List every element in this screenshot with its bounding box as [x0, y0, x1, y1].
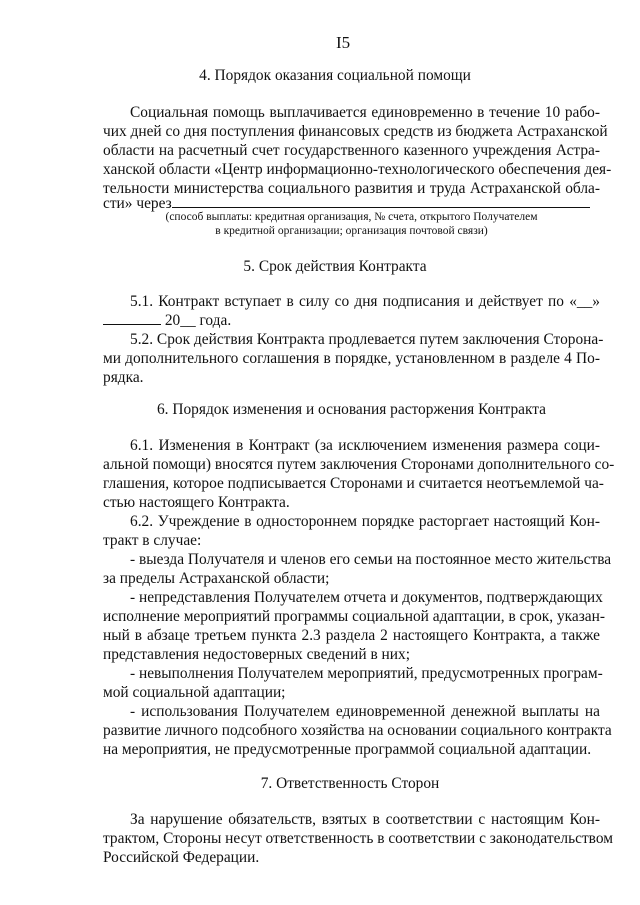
- s6-line: альной помощи) вносятся путем заключения Сторонами дополнительного со-: [103, 456, 615, 473]
- s5-p2-line: рядка.: [103, 369, 144, 386]
- s6-line: стью настоящего Контракта.: [103, 494, 290, 511]
- date-blank: [103, 311, 161, 325]
- section-5-heading: 5. Срок действия Контракта: [243, 258, 427, 275]
- s6-line: за пределы Астраханской области;: [103, 570, 330, 587]
- s6-line: 6.1. Изменения в Контракт (за исключением изменения размера соци-: [130, 437, 600, 454]
- s4-line: чих дней со дня поступления финансовых средств из бюджета Астраханской: [103, 123, 608, 140]
- s6-line: глашения, которое подписывается Сторонами и считается неотъемлемой ча-: [103, 475, 604, 492]
- payment-method-note: (способ выплаты: кредитная организация, № счета, открытого Получателем: [165, 211, 538, 223]
- s6-line: - выезда Получателя и членов его семьи на постоянное место жительства: [130, 551, 612, 568]
- section-7-heading: 7. Ответственность Сторон: [260, 775, 440, 792]
- s4-line: Социальная помощь выплачивается единовременно в течение 10 рабо-: [130, 104, 600, 121]
- s7-line: Российской Федерации.: [103, 849, 260, 866]
- s6-line: - использования Получателем единовременной денежной выплаты на: [130, 703, 600, 720]
- s5-p2-line: ми дополнительного соглашения в порядке, установленном в разделе 4 По-: [103, 350, 600, 367]
- s6-line: 6.2. Учреждение в одностороннем порядке расторгает настоящий Кон-: [130, 513, 600, 530]
- s6-line: исполнение мероприятий программы социальной адаптации, в срок, указан-: [103, 608, 605, 625]
- payment-method-note: в кредитной организации; организация почтовой связи): [215, 225, 488, 237]
- s4-line: области на расчетный счет государственного казенного учреждения Астра-: [103, 142, 600, 159]
- year-text: 20__ года.: [164, 312, 232, 329]
- s6-line: представления недостоверных сведений в них;: [103, 646, 411, 663]
- s4-line: тельности министерства социального развития и труда Астраханской обла-: [103, 180, 600, 197]
- payment-method-blank: [172, 194, 590, 208]
- s5-p1-line: [103, 311, 231, 330]
- section-4-heading: 4. Порядок оказания социальной помощи: [199, 67, 471, 84]
- s6-line: тракт в случае:: [103, 532, 202, 549]
- section-6-heading: 6. Порядок изменения и основания расторжения Контракта: [156, 401, 546, 418]
- s7-line: За нарушение обязательств, взятых в соответствии с настоящим Кон-: [130, 811, 600, 828]
- s6-line: - непредставления Получателем отчета и документов, подтверждающих: [130, 589, 603, 606]
- s5-p1-line: 5.1. Контракт вступает в силу со дня подписания и действует по «__»: [130, 293, 600, 310]
- s6-line: ный в абзаце третьем пункта 2.3 раздела 2 настоящего Контракта, а также: [103, 627, 600, 644]
- s6-line: развитие личного подсобного хозяйства на основании социального контракта: [103, 722, 612, 739]
- s7-line: трактом, Стороны несут ответственность в соответствии с законодательством: [103, 830, 613, 847]
- s5-p2-line: 5.2. Срок действия Контракта продлевается путем заключения Сторона-: [130, 331, 604, 348]
- page-number: I5: [336, 33, 351, 52]
- s6-line: - невыполнения Получателем мероприятий, предусмотренных програм-: [130, 665, 603, 682]
- payment-via-label: сти» через: [103, 195, 172, 212]
- s4-line: ханской области «Центр информационно-технологического обеспечения дея-: [103, 161, 612, 178]
- s6-line: мой социальной адаптации;: [103, 684, 286, 701]
- s6-line: на мероприятия, не предусмотренные программой социальной адаптации.: [103, 741, 592, 758]
